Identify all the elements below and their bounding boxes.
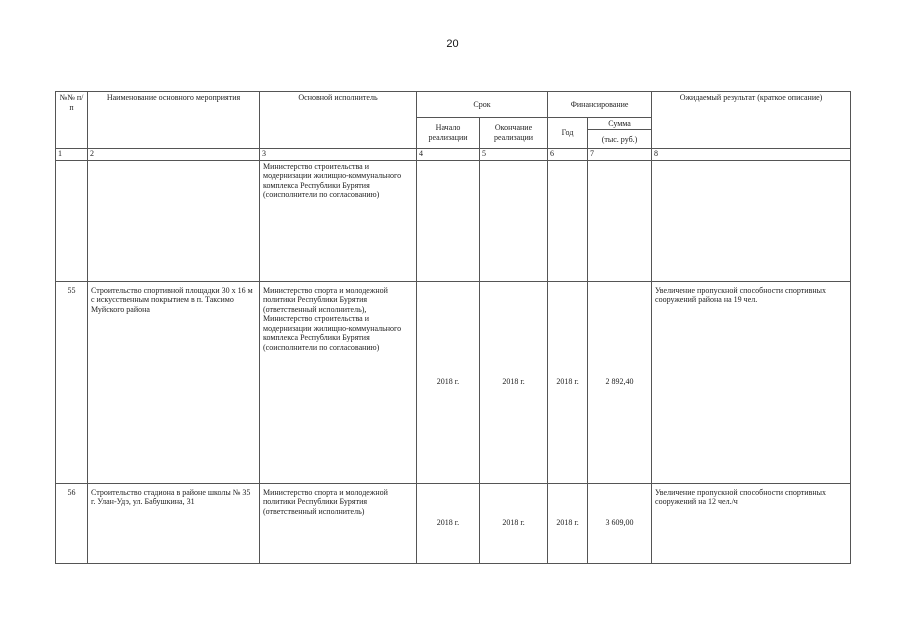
column-number: 3 bbox=[260, 148, 417, 160]
row-num: 55 bbox=[56, 281, 88, 483]
row-end: 2018 г. bbox=[480, 281, 548, 483]
row-result: Увеличение пропускной способности спортивных сооружений на 12 чел./ч bbox=[652, 483, 851, 563]
row-year: 2018 г. bbox=[548, 281, 588, 483]
column-numbers-row bbox=[56, 148, 851, 160]
header-name: Наименование основного мероприятия bbox=[88, 92, 260, 149]
header-sum-unit: (тыс. руб.) bbox=[601, 135, 638, 144]
column-number: 4 bbox=[417, 148, 480, 160]
row-sum: 3 609,00 bbox=[588, 483, 652, 563]
row-end bbox=[480, 160, 548, 281]
row-year bbox=[548, 160, 588, 281]
row-num bbox=[56, 160, 88, 281]
column-number: 2 bbox=[88, 148, 260, 160]
header-term: Срок bbox=[417, 92, 548, 118]
row-start: 2018 г. bbox=[417, 281, 480, 483]
table-row bbox=[56, 281, 851, 483]
header-start: Начало реализации bbox=[417, 118, 480, 149]
row-executor: Министерство строительства и модернизации жилищно-коммунального комплекса Республики Бурятия (соисполнители по согласованию) bbox=[260, 160, 417, 281]
column-number: 5 bbox=[480, 148, 548, 160]
header-sum bbox=[588, 118, 652, 149]
column-number: 8 bbox=[652, 148, 851, 160]
row-sum: 2 892,40 bbox=[588, 281, 652, 483]
row-sum bbox=[588, 160, 652, 281]
header-num: №№ п/п bbox=[56, 92, 88, 149]
header-end: Окончание реализации bbox=[480, 118, 548, 149]
row-executor: Министерство спорта и молодежной политики Республики Бурятия (ответственный исполнитель) bbox=[260, 483, 417, 563]
column-number: 1 bbox=[56, 148, 88, 160]
header-year: Год bbox=[548, 118, 588, 149]
header-sum-label: Сумма bbox=[588, 118, 651, 130]
table-row bbox=[56, 160, 851, 281]
row-end: 2018 г. bbox=[480, 483, 548, 563]
row-num: 56 bbox=[56, 483, 88, 563]
row-result: Увеличение пропускной способности спортивных сооружений района на 19 чел. bbox=[652, 281, 851, 483]
row-year: 2018 г. bbox=[548, 483, 588, 563]
column-number: 6 bbox=[548, 148, 588, 160]
header-result: Ожидаемый результат (краткое описание) bbox=[652, 92, 851, 149]
activities-table bbox=[55, 91, 851, 564]
row-start: 2018 г. bbox=[417, 483, 480, 563]
row-executor: Министерство спорта и молодежной политики Республики Бурятия (ответственный исполнитель), Министерство строительства и модернизации жилищно-коммунального комплекса Республики Бурятия (соисполнители по согласованию) bbox=[260, 281, 417, 483]
row-name: Строительство спортивной площадки 30 х 16 м с искусственным покрытием в п. Таксимо Муйского района bbox=[88, 281, 260, 483]
row-start bbox=[417, 160, 480, 281]
page-number: 20 bbox=[446, 38, 459, 50]
header-executor: Основной исполнитель bbox=[260, 92, 417, 149]
table-row bbox=[56, 483, 851, 563]
row-name bbox=[88, 160, 260, 281]
row-result bbox=[652, 160, 851, 281]
header-financing: Финансирование bbox=[548, 92, 652, 118]
column-number: 7 bbox=[588, 148, 652, 160]
row-name: Строительство стадиона в районе школы № 35 г. Улан-Удэ, ул. Бабушкина, 31 bbox=[88, 483, 260, 563]
